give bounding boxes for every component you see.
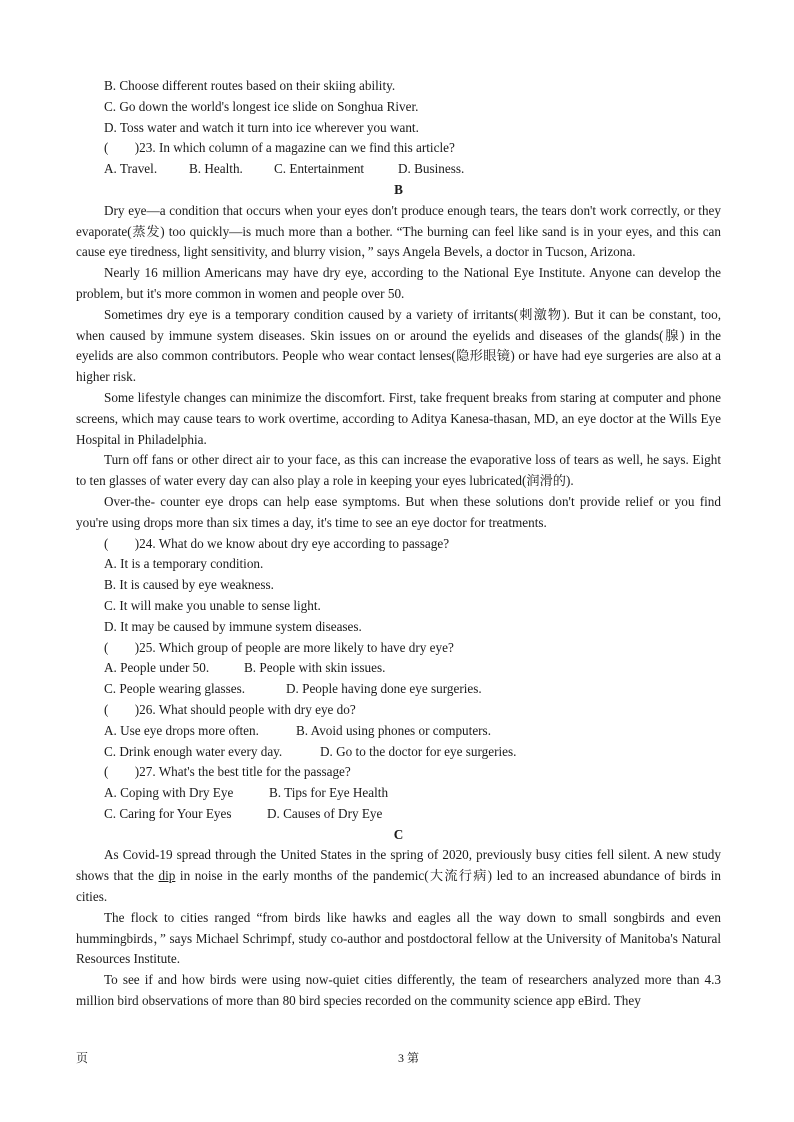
q23-option-c: C. Entertainment [274, 161, 365, 177]
q26-options-row-2 [76, 742, 721, 763]
section-b-paragraph-2: Nearly 16 million Americans may have dry eye, according to the National Eye Institute. Anyone can develop the problem, but it's more common in women and people over 50. [76, 265, 721, 301]
q27-option-a: A. Coping with Dry Eye [104, 785, 234, 801]
q22-option-c: C. Go down the world's longest ice slide on Songhua River. [104, 98, 419, 114]
q23-stem: ( )23. In which column of a magazine can we find this article? [104, 140, 455, 156]
section-c-heading: C [393, 826, 404, 842]
q26-option-a: A. Use eye drops more often. [104, 722, 259, 738]
section-b-paragraph-3: Sometimes dry eye is a temporary condition caused by a variety of irritants(刺激物). But it can be constant, too, when caused by immune system diseases. Skin issues on or around the eyelids and diseases of the glands(腺) in the eyelids are also common contributors. People who wear contact lenses(隐形眼镜) or have had eye surgeries are also at a higher risk. [76, 306, 721, 385]
section-b-paragraph-5: Turn off fans or other direct air to your face, as this can increase the evaporative loss of tears as well, he says. Eight to ten glasses of water every day can also play a role in keeping your eyes lubricated(润滑的). [76, 452, 721, 489]
q26-option-c: C. Drink enough water every day. [104, 743, 283, 759]
q24-option-b: B. It is caused by eye weakness. [104, 577, 274, 593]
q27-option-d: D. Causes of Dry Eye [267, 805, 383, 821]
section-c-paragraph-3: To see if and how birds were using now-quiet cities differently, the team of researchers analyzed more than 4.3 million bird observations of more than 80 bird species recorded on the community science app eBird. They [76, 972, 721, 1009]
section-b-paragraph-6: Over-the- counter eye drops can help ease symptoms. But when these solutions don't provide relief or you find you're using drops more than six times a day, it's time to see an eye doctor for treatments. [76, 493, 721, 530]
q26-option-d: D. Go to the doctor for eye surgeries. [320, 743, 517, 759]
underlined-word-dip: dip [158, 868, 176, 884]
q27-option-b: B. Tips for Eye Health [269, 785, 389, 801]
q23-options [76, 159, 721, 180]
q25-options-row-1 [76, 658, 721, 679]
q25-option-b: B. People with skin issues. [244, 660, 386, 676]
q22-option-d: D. Toss water and watch it turn into ice wherever you want. [104, 119, 419, 135]
q25-options-row-2 [76, 679, 721, 700]
page-number: 3 第 [398, 1051, 420, 1065]
q26-option-b: B. Avoid using phones or computers. [296, 722, 491, 738]
q27-stem: ( )27. What's the best title for the passage? [104, 764, 351, 780]
section-b-paragraph-4: Some lifestyle changes can minimize the discomfort. First, take frequent breaks from staring at computer and phone screens, which may cause tears to work overtime, according to Aditya Kanesa-thasan, MD, an eye doctor at the Wills Eye Hospital in Philadelphia. [76, 389, 721, 447]
section-b-heading: B [394, 181, 403, 197]
section-c-paragraph-2: The flock to cities ranged “from birds like hawks and eagles all the way down to small songbirds and even hummingbirds，” says Michael Schrimpf, study co-author and postdoctoral fellow at the University of Manitoba's Natural Resources Institute. [76, 909, 721, 967]
q23-option-d: D. Business. [398, 161, 465, 177]
q23-option-b: B. Health. [189, 161, 243, 177]
q24-option-c: C. It will make you unable to sense light. [104, 597, 321, 613]
q24-stem: ( )24. What do we know about dry eye according to passage? [104, 535, 450, 551]
exam-page [76, 76, 721, 1012]
q22-option-b: B. Choose different routes based on their skiing ability. [104, 78, 396, 93]
q26-stem: ( )26. What should people with dry eye do? [104, 701, 356, 717]
q27-options-row-2 [76, 804, 721, 825]
q25-option-a: A. People under 50. [104, 660, 210, 676]
q24-option-d: D. It may be caused by immune system diseases. [104, 618, 362, 634]
q24-option-a: A. It is a temporary condition. [104, 556, 264, 572]
section-b-paragraph-1: Dry eye—a condition that occurs when your eyes don't produce enough tears, the tears don't work correctly, or they evaporate(蒸发) too quickly—is much more than a bother. “The burning can feel like sand is in your eyes, and this can cause eye tiredness, light sensitivity, and blurry vision，” says Angela Bevels, a doctor in Tucson, Arizona. [76, 202, 721, 260]
q25-stem: ( )25. Which group of people are more likely to have dry eye? [104, 639, 454, 655]
section-c-paragraph-1-end: in noise in the early months of the pandemic(大流行病) led to an increased abundance of birds in cities. [76, 868, 721, 905]
q26-options-row-1 [76, 721, 721, 742]
q27-option-c: C. Caring for Your Eyes [104, 805, 232, 821]
q25-option-c: C. People wearing glasses. [104, 681, 246, 697]
q23-option-a: A. Travel. [104, 161, 158, 177]
footer-left-text: 页 [76, 1051, 89, 1065]
section-c-paragraph-1-start: As Covid-19 spread through the United States in the spring of 2020, previously busy cities fell silent. A new study shows that the [76, 847, 721, 884]
q25-option-d: D. People having done eye surgeries. [286, 681, 482, 697]
section-c-paragraph-1 [76, 845, 721, 907]
q27-options-row-1 [76, 783, 721, 804]
